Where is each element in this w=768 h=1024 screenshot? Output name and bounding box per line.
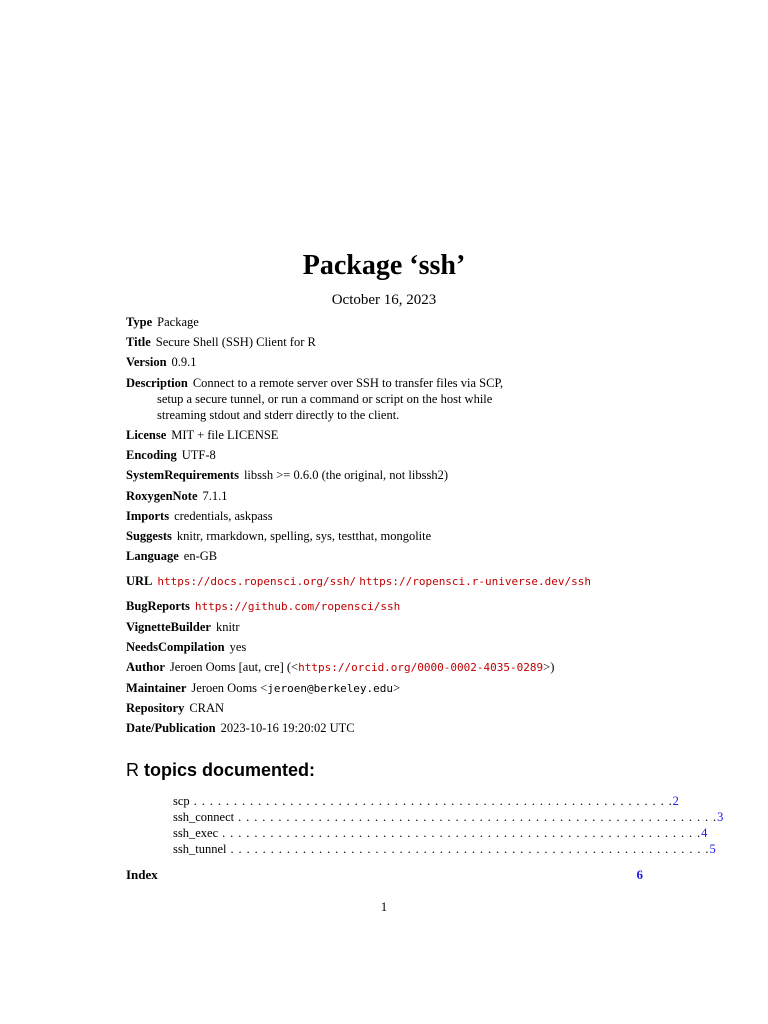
maintainer-suffix: > [393,681,401,695]
field-label: Suggests [126,529,172,543]
page-title: Package ‘ssh’ [302,250,466,281]
toc-leader-dots: . . . . . . . . . . . . . . . . . . . . . . . . . . . . . . . . . . . . . . . . . . . . . . . . . . . . . . . . . . . . [222,826,702,840]
toc-heading-text: topics documented: [139,760,316,780]
publication-date: October 16, 2023 [331,292,437,308]
toc-heading-r: R [126,760,139,780]
toc-entry-name: ssh_exec [173,826,219,840]
field-value: MIT + file LICENSE [171,428,279,442]
field-roxygen-note [126,488,646,504]
field-value: knitr [215,620,240,634]
toc-entry-page[interactable]: 2 [672,794,679,808]
field-label: Repository [126,701,185,715]
field-label: Author [126,660,165,674]
field-license [126,427,646,443]
field-label: Language [126,549,179,563]
field-value: 7.1.1 [202,489,228,503]
field-maintainer [126,680,646,697]
field-value: knitr, rmarkdown, spelling, sys, testthat, mongolite [176,529,432,543]
field-author [126,659,646,676]
toc-entry-name: ssh_connect [173,810,235,824]
field-value: libssh >= 0.6.0 (the original, not libssh2) [243,468,448,482]
field-label: BugReports [126,599,190,613]
url-link-r-universe[interactable]: https://ropensci.r-universe.dev/ssh [359,575,592,588]
field-label: NeedsCompilation [126,640,225,654]
field-value: 2023-10-16 19:20:02 UTC [220,721,355,735]
bug-reports-link[interactable]: https://github.com/ropensci/ssh [194,600,401,613]
index-page[interactable]: 6 [636,867,643,882]
field-value: CRAN [189,701,225,715]
toc-entry-ssh-connect[interactable] [173,809,724,825]
field-value: yes [229,640,247,654]
field-label: VignetteBuilder [126,620,211,634]
field-value: en-GB [183,549,218,563]
field-value: Package [157,315,199,329]
author-name: Jeroen Ooms [aut, cre] (< [169,660,299,674]
toc-entry-ssh-exec[interactable] [173,825,708,841]
field-label: URL [126,574,153,588]
description-line-3: streaming stdout and stderr directly to the client. [157,408,400,422]
toc-entry-page[interactable]: 3 [717,810,724,824]
toc-entry-ssh-tunnel[interactable] [173,841,716,857]
toc-heading [126,757,315,783]
field-imports [126,508,646,524]
field-label: Imports [126,509,170,523]
description-line-2: setup a secure tunnel, or run a command or script on the host while [157,392,493,406]
field-label: Type [126,315,153,329]
toc-leader-dots: . . . . . . . . . . . . . . . . . . . . . . . . . . . . . . . . . . . . . . . . . . . . . . . . . . . . . . . . . . . . [193,794,673,808]
field-language [126,548,646,564]
description-line-1: Connect to a remote server over SSH to transfer files via SCP, [192,376,504,390]
field-label: Title [126,335,151,349]
field-label: Encoding [126,448,177,462]
field-label: License [126,428,167,442]
field-url [126,573,646,590]
field-type [126,314,646,330]
page-number: 1 [380,900,388,914]
toc-entry-name: scp [173,794,190,808]
field-label: Date/Publication [126,721,216,735]
field-bug-reports [126,598,646,615]
field-repository [126,700,646,716]
field-label: RoxygenNote [126,489,198,503]
field-value: 0.9.1 [171,355,197,369]
field-suggests [126,528,646,544]
toc-entry-scp[interactable] [173,793,679,809]
field-vignette-builder [126,619,646,635]
author-suffix: >) [543,660,555,674]
index-label: Index [126,867,158,882]
field-title [126,334,646,350]
url-link-docs[interactable]: https://docs.ropensci.org/ssh/ [157,575,357,588]
field-label: SystemRequirements [126,468,239,482]
field-value: Secure Shell (SSH) Client for R [155,335,316,349]
toc-leader-dots: . . . . . . . . . . . . . . . . . . . . . . . . . . . . . . . . . . . . . . . . . . . . . . . . . . . . . . . . . . . . [230,842,710,856]
field-needs-compilation [126,639,646,655]
toc-entry-page[interactable]: 4 [701,826,708,840]
field-system-requirements [126,467,646,483]
maintainer-email: jeroen@berkeley.edu [267,682,394,695]
toc-entry-name: ssh_tunnel [173,842,227,856]
field-value: credentials, askpass [174,509,273,523]
field-version [126,354,646,370]
field-label: Description [126,376,188,390]
toc-list [173,793,724,857]
field-encoding [126,447,646,463]
field-description [126,375,646,423]
field-label: Maintainer [126,681,187,695]
field-date-publication [126,720,646,736]
toc-entry-page[interactable]: 5 [709,842,716,856]
field-value: UTF-8 [181,448,216,462]
toc-index-entry[interactable] [126,866,643,884]
maintainer-name: Jeroen Ooms < [191,681,268,695]
field-label: Version [126,355,167,369]
toc-leader-dots: . . . . . . . . . . . . . . . . . . . . . . . . . . . . . . . . . . . . . . . . . . . . . . . . . . . . . . . . . . . . [238,810,718,824]
orcid-link[interactable]: https://orcid.org/0000-0002-4035-0289 [298,661,544,674]
